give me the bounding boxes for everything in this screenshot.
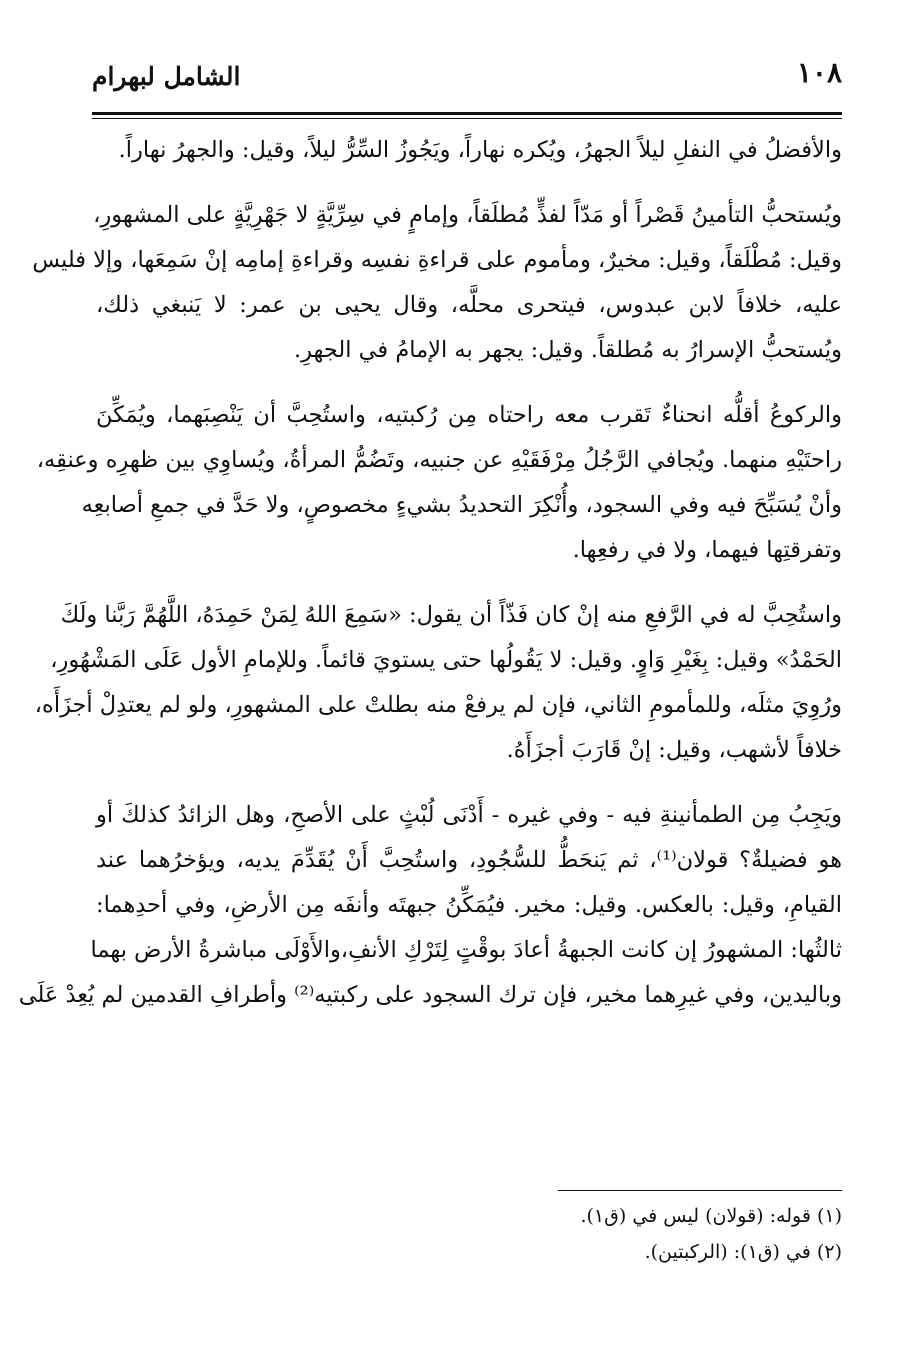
text-line: وقيل: مُطْلَقاً، وقيل: مخيرٌ، ومأموم على قراءةِ نفسِه وقراءةِ إمامِه إنْ سَمِعَها، وإلا فليس <box>32 247 842 273</box>
footnotes <box>96 1198 842 1270</box>
text-line: ويُستحبُّ الإسرارُ به مُطلقاً. وقيل: يجهر به الإمامُ في الجهرِ. <box>293 337 842 363</box>
text-line: خلافاً لأشهب، وقيل: إنْ قَارَبَ أجزَأَهُ. <box>506 737 842 763</box>
paragraph-4 <box>34 593 842 773</box>
footnote-separator <box>558 1190 842 1191</box>
text-line: والأفضلُ في النفلِ ليلاً الجهرُ، ويُكره نهاراً، ويَجُوزُ السِّرُّ ليلاً، وقيل: والجهرُ نهاراً. <box>118 137 842 163</box>
text-line: وأنْ يُسَبِّحَ فيه وفي السجود، وأُنْكِرَ التحديدُ بشيءٍ مخصوصٍ، ولا حَدَّ في جمعِ أصابعِه <box>81 492 842 518</box>
text-line: القيامِ، وقيل: بالعكس. وقيل: مخير. فيُمَكِّنُ جبهتَه وأنفَه مِن الأرضِ، وفي أحدِهما: <box>96 892 842 918</box>
text-line: ورُوِيَ مثلَه، وللمأمومِ الثاني، فإن لم يرفعْ منه بطلتْ على المشهورِ، ولو لم يعتدِلْ أجزَأَه، <box>34 692 842 718</box>
text-line: الحَمْدُ» وقيل: بِغَيْرِ وَاوٍ. وقيل: لا يَقُولُها حتى يستويَ قائماً. وللإمامِ الأول عَلَى المَشْهُورِ، <box>50 647 842 673</box>
page-header <box>92 58 842 106</box>
footnote-2: (٢) في (ق١): (الركبتين). <box>644 1241 842 1263</box>
text-line: ويُستحبُّ التأمينُ قَصْراً أو مَدّاً لفذٍّ مُطلَقاً، وإمامٍ في سِرِّيَّةٍ لا جَهْرِيَّةٍ على المشهورِ، <box>93 202 842 228</box>
text-line: ثالثُها: المشهورُ إن كانت الجبهةُ أعادَ بوقْتٍ لِتَرْكِ الأنفِ،والأَوْلَى مباشرةُ الأرض بهما <box>90 937 842 963</box>
paragraph-5 <box>18 793 842 1018</box>
paragraph-3 <box>36 393 842 573</box>
text-line: واستُحِبَّ له في الرَّفعِ منه إنْ كان فَذّاً أن يقول: «سَمِعَ اللهُ لِمَنْ حَمِدَهُ، اللَّهُمَّ رَبَّنا ولَكَ <box>60 602 842 628</box>
text-line: والركوعُ أقلُّه انحناءٌ تَقرب معه راحتاه مِن رُكبتيه، واستُحِبَّ أن يَنْصِبَهما، ويُمَكِّنَ <box>96 402 842 428</box>
text-line: وباليدين، وفي غيرِهما مخير، فإن ترك السجود على ركبتيه⁽²⁾ وأطرافِ القدمين لم يُعِدْ عَلَى <box>18 982 842 1008</box>
page-number: ١٠٨ <box>796 56 842 89</box>
running-title: الشامل لبهرام <box>92 62 241 91</box>
header-rule-thick <box>92 112 842 115</box>
text-line: راحتَيْهِ منهما. ويُجافي الرَّجُلُ مِرْفَقَيْهِ عن جنبيه، وتَضُمُّ المرأةُ، ويُساوِي بين ظهرِه وعنقِه، <box>36 447 842 473</box>
text-line: ويَجِبُ مِن الطمأنينةِ فيه - وفي غيره - أَدْنَى لُبْثٍ على الأصحِ، وهل الزائدُ كذلكَ أو <box>96 802 842 828</box>
text-line: هو فضيلةٌ؟ قولان⁽¹⁾، ثم يَنحَطُّ للسُّجُودِ، واستُحِبَّ أَنْ يُقَدِّمَ يديه، ويؤخرُهما عند <box>96 847 842 873</box>
text-line: وتفرقتِها فيهما، ولا في رفعِها. <box>572 537 842 563</box>
text-line: عليه، خلافاً لابن عبدوس، فيتحرى محلَّه، وقال يحيى بن عمر: لا يَنبغي ذلك، <box>96 292 842 318</box>
paragraph-1 <box>96 128 842 173</box>
paragraph-2 <box>32 193 842 373</box>
footnote-1: (١) قوله: (قولان) ليس في (ق١). <box>580 1205 842 1227</box>
header-rule-thin <box>92 118 842 119</box>
main-text <box>18 128 842 1038</box>
